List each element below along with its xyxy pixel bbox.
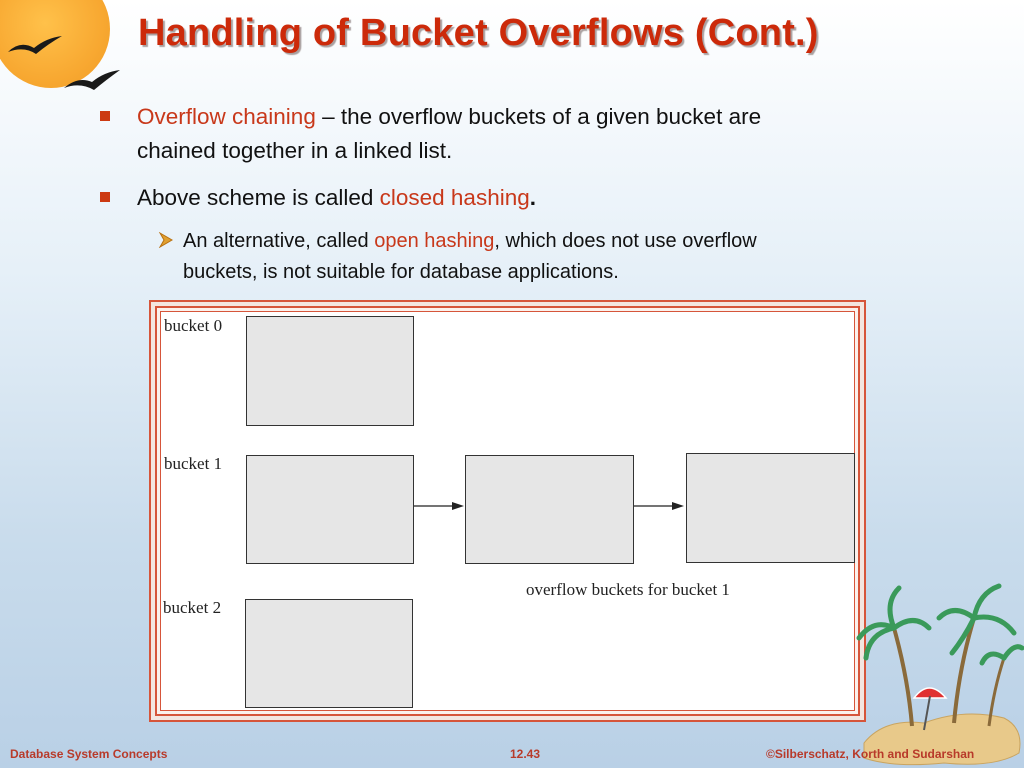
arrowhead-bullet-icon xyxy=(158,232,174,248)
palm-island-decoration xyxy=(854,558,1024,768)
bullet-overflow-chaining xyxy=(100,100,960,170)
footer-slide-number: 12.43 xyxy=(510,747,541,761)
bullet-text: chained together in a linked list. xyxy=(137,138,453,163)
sub-bullet-text: , which does not use overflow xyxy=(494,230,757,252)
sub-bullet-text: buckets, is not suitable for database applications. xyxy=(183,261,619,283)
sub-bullet-text: An alternative, called xyxy=(183,230,375,252)
bullet-text: – the overflow buckets of a given bucket are xyxy=(315,104,762,129)
overflow-bucket-1-box xyxy=(465,455,634,564)
bird-icon xyxy=(62,68,122,92)
bullet-closed-hashing xyxy=(100,181,800,217)
bucket-2-label: bucket 2 xyxy=(163,598,222,617)
bucket-1-label: bucket 1 xyxy=(164,454,223,473)
bullet-text: Above scheme is called xyxy=(137,185,380,210)
term-open-hashing: open hashing xyxy=(374,230,495,252)
overflow-bucket-2-box xyxy=(686,453,855,563)
sub-bullet-open-hashing xyxy=(158,226,958,290)
pointer-arrow-icon xyxy=(634,498,686,514)
term-overflow-chaining: Overflow chaining xyxy=(137,104,316,129)
bullet-marker xyxy=(100,111,110,121)
bullet-marker xyxy=(100,192,110,202)
slide-title: Handling of Bucket Overflows (Cont.) xyxy=(138,12,819,54)
footer-copyright: ©Silberschatz, Korth and Sudarshan xyxy=(766,747,975,761)
bullet-text: . xyxy=(529,185,536,210)
bucket-0-label: bucket 0 xyxy=(164,316,223,335)
bucket-2-box xyxy=(245,599,413,708)
bucket-1-box xyxy=(246,455,414,564)
bird-icon xyxy=(6,34,66,58)
pointer-arrow-icon xyxy=(414,498,466,514)
bucket-0-box xyxy=(246,316,414,426)
footer-course: Database System Concepts xyxy=(10,747,168,761)
overflow-buckets-caption: overflow buckets for bucket 1 xyxy=(526,580,730,599)
term-closed-hashing: closed hashing xyxy=(379,185,530,210)
